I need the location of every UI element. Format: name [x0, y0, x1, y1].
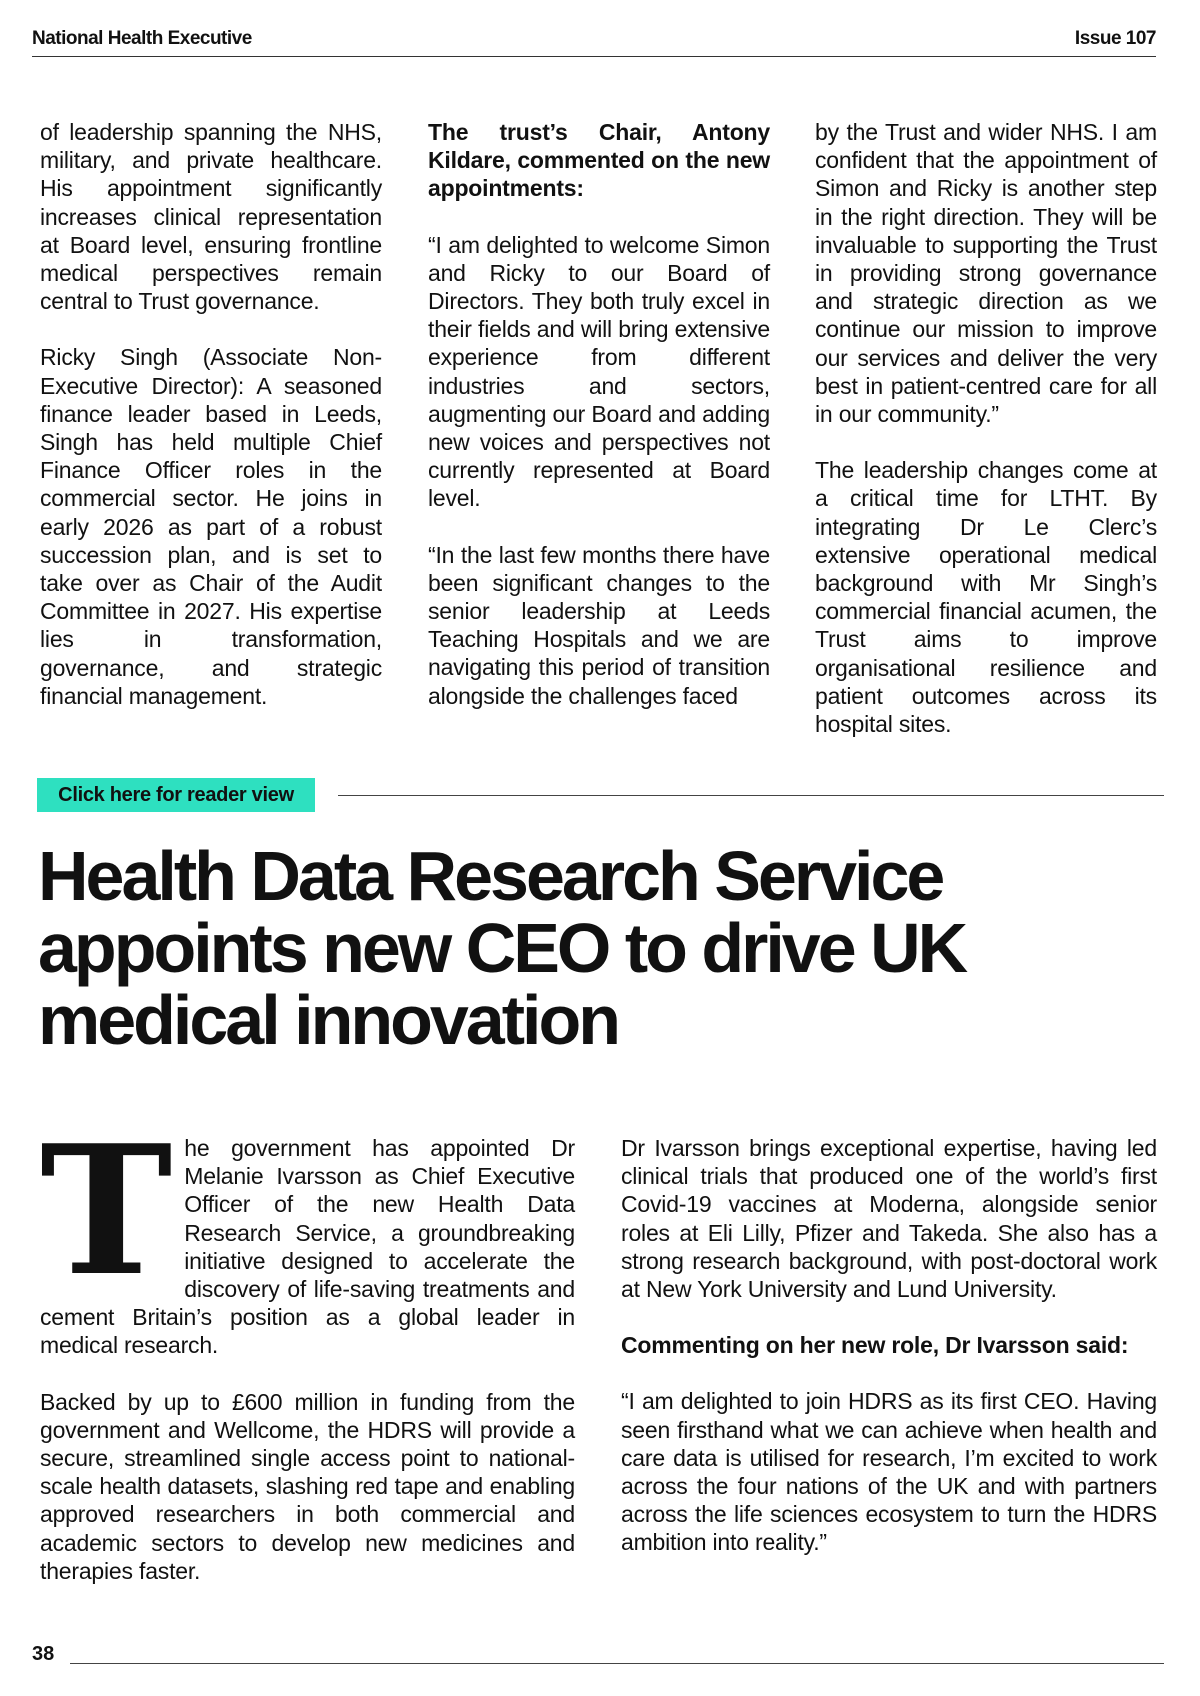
top-article-column-1: [40, 118, 382, 710]
drop-cap: T: [40, 1106, 173, 1315]
top-article-column-3: [815, 118, 1157, 738]
top-article-column-2: [428, 118, 770, 710]
paragraph: “I am delighted to welcome Simon and Ricky to our Board of Directors. They both truly excel in their fields and will bring extensive experience from different industries and sectors, augmenting our Board and adding new voices and perspectives not currently represented at Board level.: [428, 231, 770, 512]
paragraph: “In the last few months there have been significant changes to the senior leadership at Leeds Teaching Hospitals and we are navigating this period of transition alongside the challenges faced: [428, 541, 770, 709]
reader-view-button[interactable]: Click here for reader view: [37, 778, 315, 812]
page-number: 38: [32, 1643, 55, 1665]
lead-paragraph-text: he government has appointed Dr Melanie Ivarsson as Chief Executive Officer of the new Health Data Research Service, a groundbreaking initiative designed to accelerate the discovery of life-saving treatments and cement Britain’s position as a global leader in medical research.: [40, 1135, 575, 1359]
main-article-column-2: [621, 1134, 1157, 1557]
paragraph: Backed by up to £600 million in funding from the government and Wellcome, the HDRS will provide a secure, streamlined single access point to national-scale health datasets, slashing red tape and enabling approved researchers in both commercial and academic sectors to develop new medicines and therapies faster.: [40, 1388, 575, 1584]
issue-number: Issue 107: [1074, 28, 1156, 49]
quote-intro: Commenting on her new role, Dr Ivarsson said:: [621, 1332, 1129, 1359]
paragraph: Ricky Singh (Associate Non-Executive Director): A seasoned finance leader based in Leeds, Singh has held multiple Chief Finance Officer roles in the commercial sector. He joins in early 2026 as part of a robust succession plan, and is set to take over as Chair of the Audit Committee in 2027. His expertise lies in transformation, governance, and strategic financial management.: [40, 344, 382, 709]
page-header: [32, 26, 1156, 57]
paragraph: “I am delighted to join HDRS as its first CEO. Having seen firsthand what we can achieve when health and care data is utilised for research, I’m excited to work across the four nations of the UK and with partners across the life sciences ecosystem to turn the HDRS ambition into reality.”: [621, 1388, 1157, 1556]
paragraph: The leadership changes come at a critical time for LTHT. By integrating Dr Le Clerc’s extensive operational medical background with Mr Singh’s commercial financial acumen, the Trust aims to improve organisational resilience and patient outcomes across its hospital sites.: [815, 457, 1157, 738]
article-headline: Health Data Research Service appoints new CEO to drive UK medical innovation: [38, 837, 966, 1059]
lead-paragraph: [40, 1106, 575, 1360]
main-article-column-1: [40, 1106, 575, 1585]
divider: [338, 795, 1164, 796]
publication-name: National Health Executive: [32, 28, 252, 49]
divider: [70, 1663, 1164, 1664]
quote-intro: The trust’s Chair, Antony Kildare, commented on the new appointments:: [428, 119, 770, 202]
paragraph: of leadership spanning the NHS, military, and private healthcare. His appointment significantly increases clinical representation at Board level, ensuring frontline medical perspectives remain central to Trust governance.: [40, 119, 382, 315]
paragraph: by the Trust and wider NHS. I am confident that the appointment of Simon and Ricky is another step in the right direction. They will be invaluable to supporting the Trust in providing strong governance and strategic direction as we continue our mission to improve our services and deliver the very best in patient-centred care for all in our community.”: [815, 119, 1157, 428]
paragraph: Dr Ivarsson brings exceptional expertise, having led clinical trials that produced one of the world’s first Covid-19 vaccines at Moderna, alongside senior roles at Eli Lilly, Pfizer and Takeda. She also has a strong research background, with post-doctoral work at New York University and Lund University.: [621, 1135, 1157, 1303]
